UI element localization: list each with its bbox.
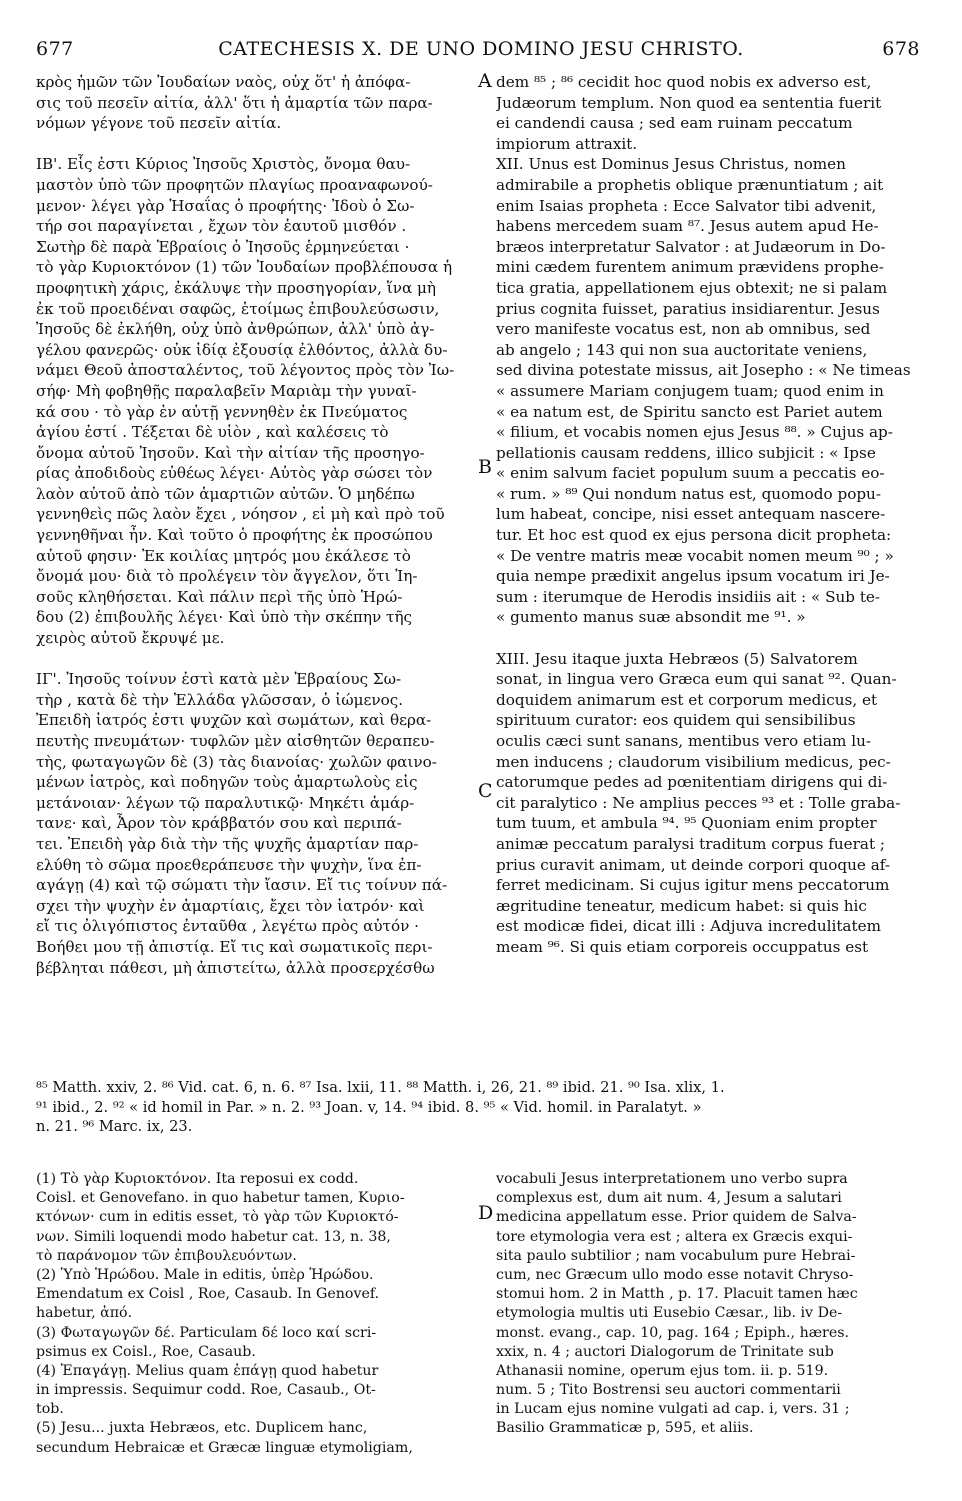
latin-text-line: cit paralytico : Ne amplius pecces ⁹³ et : Tolle graba- (496, 793, 901, 812)
footnote-line: (5) Jesu... juxta Hebræos, etc. Duplicem hanc, (36, 1420, 368, 1437)
latin-text-line: tum tuum, et ambula ⁹⁴. ⁹⁵ Quoniam enim propter (496, 814, 877, 833)
footnote-line: (4) Ἐπαγάγῃ. Melius quam ἐπάγῃ quod habetur (36, 1362, 379, 1379)
greek-text-line: τὴς, φωταγωγῶν δὲ (3) τὰς διανοίας· χωλῶν φαινο- (36, 752, 437, 771)
footnote-line: (2) Ὑπὸ Ἡρώδου. Male in editis, ὑπὲρ Ἡρώδου. (36, 1266, 374, 1283)
footnote-line: κτόνων· cum in editis esset, τὸ γὰρ τῶν Κυριοκτό- (36, 1209, 399, 1226)
latin-text-line: catorumque pedes ad pœnitentiam dirigens qui di- (496, 773, 888, 792)
latin-text-line: dem ⁸⁵ ; ⁸⁶ cecidit hoc quod nobis ex adverso est, (496, 73, 872, 91)
latin-text-line: bræos interpretatur Salvator : at Judæorum in Do- (496, 237, 886, 256)
footnote-line: num. 5 ; Tito Bostrensi seu auctori commentarii (496, 1382, 841, 1399)
footnote-line: medicina appellatum esse. Prior quidem de Salva- (496, 1209, 857, 1226)
greek-text-line: μένων ἰατρὸς, καὶ ποδηγῶν τοὺς ἁμαρτωλοὺς εἰς (36, 773, 418, 792)
margin-marker-c: C (478, 780, 493, 802)
footnote-line: vocabuli Jesus interpretationem uno verbo supra (496, 1171, 848, 1187)
reference-line: n. 21. ⁹⁶ Marc. ix, 23. (36, 1118, 193, 1135)
latin-text-line: « rum. » ⁸⁹ Qui nondum natus est, quomodo popu- (496, 484, 881, 503)
greek-text-line: βέβληται πάθεσι, μὴ ἀπιστείτω, ἀλλὰ προσερχέσθω (36, 958, 435, 977)
page-title: CATECHESIS X. DE UNO DOMINO JESU CHRISTO. (218, 38, 744, 60)
greek-text-line: αὐτοῦ φησιν· Ἐκ κοιλίας μητρός μου ἐκάλεσε τὸ (36, 546, 411, 565)
latin-text-line: lum habeat, concipe, nisi esset antequam nascere- (496, 505, 886, 524)
latin-text-line: « ea natum est, de Spiritu sancto est Pariet autem (496, 402, 883, 421)
latin-text-line: « gumento manus suæ absondit me ⁹¹. » (496, 608, 806, 627)
margin-marker-d: D (478, 1202, 494, 1224)
footnote-line: Coisl. et Genovefano. in quo habetur tamen, Κυριο- (36, 1190, 405, 1207)
greek-text-line: τὴρ , κατὰ δὲ τὴν Ἑλλάδα γλῶσσαν, ὁ ἰώμενος. (36, 690, 404, 709)
latin-text-line: tica gratia, appellationem ejus obtexit; ne si palam (496, 278, 888, 297)
latin-text-line: admirabile a prophetis oblique prænuntiatum ; ait (496, 175, 884, 194)
greek-text-line: τανε· καὶ, Ἆρον τὸν κράββατόν σου καὶ περιπά- (36, 814, 402, 833)
greek-text-line: γεννηθεὶς πῶς λαὸν ἔχει , νόησον , εἰ μὴ καὶ πρὸ τοῦ (36, 505, 445, 524)
greek-text-line: γεννηθῆναι ἦν. Καὶ τοῦτο ὁ προφήτης ἐκ προσώπου (36, 526, 433, 545)
greek-text-line: αγάγῃ (4) καὶ τῷ σώματι τὴν ἴασιν. Εἴ τις τοίνυν πά- (36, 876, 448, 895)
greek-text-line: τει. Ἐπειδὴ γὰρ διὰ τὴν τῆς ψυχῆς ἁμαρτίαν παρ- (36, 834, 419, 853)
latin-text-line: ei candendi causa ; sed eam ruinam peccatum (496, 114, 853, 133)
footnote-line: (3) Φωταγωγῶν δέ. Particulam δέ loco καί scri- (36, 1324, 377, 1341)
latin-text-line: « filium, et vocabis nomen ejus Jesus ⁸⁸. » Cujus ap- (496, 423, 893, 442)
latin-text-line: tur. Et hoc est quod ex ejus persona dicit propheta: (496, 526, 892, 545)
left-page-number: 677 (36, 38, 74, 60)
latin-text-line: XII. Unus est Dominus Jesus Christus, nomen (496, 155, 846, 174)
greek-text-line: κρὸς ἡμῶν τῶν Ἰουδαίων ναὸς, οὐχ ὅτ' ἡ ἀπόφα- (36, 73, 411, 91)
latin-text-column (496, 72, 928, 958)
footnote-line: Basilio Grammaticæ p, 595, et aliis. (496, 1420, 754, 1437)
latin-text-line: doquidem animarum est et corporum medicus, et (496, 690, 878, 709)
greek-text-line: τήρ σοι παραγίνεται , ἔχων τὸν ἑαυτοῦ μισθόν . (36, 217, 407, 236)
greek-text-line: Βοήθει μου τῇ ἀπιστίᾳ. Εἴ τις καὶ σωματικοῖς περι- (36, 937, 433, 956)
footnote-line: cum, nec Græcum ullo modo esse notavit Chryso- (496, 1266, 854, 1283)
latin-text-line: vero manifeste vocatus est, non ab omnibus, sed (496, 320, 871, 339)
footnote-line: Athanasii nomine, operum ejus tom. ii. p. 519. (496, 1362, 829, 1379)
latin-text-line: ferret medicinam. Si cujus igitur mens peccatorum (496, 876, 890, 895)
greek-text-line: κά σου · τὸ γὰρ ἐν αὐτῇ γεννηθὲν ἐκ Πνεύματος (36, 402, 408, 421)
footnote-line: etymologia multis uti Eusebio Cæsar., lib. iv De- (496, 1305, 843, 1322)
footnote-line: psimus ex Coisl., Roe, Casaub. (36, 1343, 256, 1360)
greek-text-line: χειρὸς αὐτοῦ ἔκρυψέ με. (36, 629, 225, 648)
greek-text-line: σχει τὴν ψυχὴν ἐν ἁμαρτίαις, ἔχει τὸν ἰατρόν· καὶ (36, 896, 425, 915)
greek-text-line: εἴ τις ὀλιγόπιστος ἐνταῦθα , λεγέτω πρὸς αὐτόν · (36, 917, 419, 936)
latin-text-line: est modicæ fidei, dicat illi : Adjuva incredulitatem (496, 917, 881, 936)
latin-text-line: mini cædem furentem animum prævidens prophe- (496, 258, 884, 277)
latin-text-line: prius cognita fuisset, paratius insidiarentur. Jesus (496, 299, 880, 318)
footnote-line: tore etymologia vera est ; altera ex Græcis exqui- (496, 1228, 853, 1245)
greek-text-line: μετάνοιαν· λέγων τῷ παραλυτικῷ· Μηκέτι ἁμάρ- (36, 793, 415, 812)
reference-line: ⁸⁵ Matth. xxiv, 2. ⁸⁶ Vid. cat. 6, n. 6. ⁸⁷ Isa. lxii, 11. ⁸⁸ Matth. i, 26, 21. ⁸⁹ ibid. 21. ⁹⁰ Isa. xlix, 1. (36, 1079, 725, 1096)
latin-text-line (496, 628, 928, 649)
footnote-line: secundum Hebraicæ et Græcæ linguæ etymoligiam, (36, 1439, 413, 1456)
greek-text-line: μενον· λέγει γὰρ Ἡσαΐας ὁ προφήτης· Ἰδοὺ ὁ Σω- (36, 196, 415, 215)
footnote-line: monst. evang., cap. 10, pag. 164 ; Epiph., hæres. (496, 1324, 850, 1341)
footnote-line: stomui hom. 2 in Matth , p. 17. Placuit tamen hæc (496, 1286, 858, 1303)
footnote-line: Emendatum ex Coisl , Roe, Casaub. In Genovef. (36, 1286, 380, 1303)
greek-text-line: μαστὸν ὑπὸ τῶν προφητῶν πλαγίως προαναφωνού- (36, 175, 433, 194)
footnote-line: τὸ παράνομον τῶν ἐπιβουλευόντων. (36, 1247, 297, 1264)
footnote-line: νων. Simili loquendi modo habetur cat. 13, n. 38, (36, 1228, 391, 1245)
latin-text-line: spirituum curator: eos quidem qui sensibilibus (496, 711, 856, 730)
margin-marker-b: B (478, 456, 492, 478)
greek-text-line: νόμων γέγονε τοῦ πεσεῖν αἰτία. (36, 114, 282, 133)
footnote-line: in impressis. Sequimur codd. Roe, Casaub., Ot- (36, 1382, 376, 1399)
greek-text-line: δου (2) ἐπιβουλῆς λέγει· Καὶ ὑπὸ τὴν σκέπην τῆς (36, 608, 413, 627)
greek-text-line: σοῦς κληθήσεται. Καὶ πάλιν περὶ τῆς ὑπὸ Ἡρώ- (36, 587, 403, 606)
footnotes-right (496, 1170, 928, 1439)
latin-text-line: men inducens ; claudorum visibilium medicus, pec- (496, 752, 891, 771)
greek-text-line: ὄνομα αὐτοῦ Ἰησοῦν. Καὶ τὴν αἰτίαν τῆς προσηγο- (36, 443, 425, 462)
latin-text-line: Judæorum templum. Non quod ea sententia fuerit (496, 93, 882, 112)
greek-text-line: Ἐπειδὴ ἰατρός ἐστι ψυχῶν καὶ σωμάτων, καὶ θερα- (36, 711, 432, 730)
latin-text-line: ægritudine teneatur, medicum habet: si quis hic (496, 896, 867, 915)
greek-text-line: τὸ γὰρ Κυριοκτόνον (1) τῶν Ἰουδαίων προβλέπουσα ἡ (36, 258, 453, 277)
greek-text-column (36, 72, 474, 978)
latin-text-line: sum : iterumque de Herodis insidiis ait : « Sub te- (496, 587, 881, 606)
greek-text-line: προφητικὴ χάρις, ἐκάλυψε τὴν προσηγορίαν, ἵνα μὴ (36, 278, 436, 297)
latin-text-line: prius curavit animam, ut deinde corpori quoque af- (496, 855, 890, 874)
footnotes-left (36, 1170, 474, 1458)
footnote-line: in Lucam ejus nomine vulgati ad cap. i, vers. 31 ; (496, 1401, 850, 1418)
greek-text-line: ὄνομά μου· διὰ τὸ προλέγειν τὸν ἄγγελον, ὅτι Ἰη- (36, 567, 418, 586)
right-page-number: 678 (882, 38, 920, 60)
footnote-line: complexus est, dum ait num. 4, Jesum a salutari (496, 1190, 842, 1207)
footnote-line: habetur, ἀπό. (36, 1305, 133, 1322)
greek-text-line: ΙΒ'. Εἷς ἐστι Κύριος Ἰησοῦς Χριστὸς, ὄνομα θαυ- (36, 155, 411, 174)
greek-text-line: Σωτὴρ δὲ παρὰ Ἑβραίοις ὁ Ἰησοῦς ἑρμηνεύεται · (36, 237, 410, 256)
greek-text-line (36, 649, 474, 670)
greek-text-line (36, 134, 474, 155)
scripture-references (36, 1078, 930, 1137)
latin-text-line: « assumere Mariam conjugem tuam; quod enim in (496, 381, 884, 400)
greek-text-line: σήφ· Μὴ φοβηθῇς παραλαβεῖν Μαριὰμ τὴν γυναῖ- (36, 381, 417, 400)
latin-text-line: quia nempe prædixit angelus ipsum vocatum iri Je- (496, 567, 890, 586)
footnote-line: sita paulo subtilior ; nam vocabulum pure Hebrai- (496, 1247, 856, 1264)
greek-text-line: πευτὴς πνευμάτων· τυφλῶν μὲν αἰσθητῶν θεραπευ- (36, 732, 435, 750)
latin-text-line: oculis cæci sunt sanans, mentibus vero etiam lu- (496, 732, 872, 750)
margin-marker-a: A (478, 70, 492, 92)
greek-text-line: λαὸν αὐτοῦ ἀπὸ τῶν ἁμαρτιῶν αὐτῶν. Ὁ μηδέπω (36, 484, 415, 503)
greek-text-line: σις τοῦ πεσεῖν αἰτία, ἀλλ' ὅτι ἡ ἁμαρτία τῶν παρα- (36, 93, 433, 112)
greek-text-line: ἐκ τοῦ προειδέναι σαφῶς, ἑτοίμως ἐπιβουλεύσωσιν, (36, 299, 440, 318)
footnote-line: (1) Τὸ γὰρ Κυριοκτόνον. Ita reposui ex codd. (36, 1171, 359, 1187)
latin-text-line: « De ventre matris meæ vocabit nomen meum ⁹⁰ ; » (496, 546, 894, 565)
greek-text-line: ρίας ἀποδιδοὺς εὐθέως λέγει· Αὐτὸς γὰρ σώσει τὸν (36, 464, 433, 483)
greek-text-line: ἁγίου ἐστί . Τέξεται δὲ υἱὸν , καὶ καλέσεις τὸ (36, 423, 389, 442)
latin-text-line: pellationis causam reddens, illico subjicit : « Ipse (496, 443, 876, 462)
latin-text-line: sonat, in lingua vero Græca eum qui sanat ⁹². Quan- (496, 670, 897, 689)
greek-text-line: γέλου φανερῶς· οὐκ ἰδίᾳ ἐξουσίᾳ ἐλθόντος, ἀλλὰ δυ- (36, 340, 448, 359)
greek-text-line: Ἰησοῦς δὲ ἐκλήθη, οὐχ ὑπὸ ἀνθρώπων, ἀλλ' ὑπὸ ἀγ- (36, 320, 435, 339)
greek-text-line: νάμει Θεοῦ ἀποσταλέντος, τοῦ λέγοντος πρὸς τὸν Ἰω- (36, 361, 455, 380)
greek-text-line: ελύθη τὸ σῶμα προεθεράπευσε τὴν ψυχὴν, ἵνα ἐπ- (36, 855, 422, 874)
latin-text-line: sed divina potestate missus, ait Josepho : « Ne timeas (496, 361, 911, 380)
latin-text-line: « enim salvum faciet populum suum a peccatis eo- (496, 464, 885, 483)
latin-text-line: animæ peccatum paralysi traditum corpus fuerat ; (496, 834, 885, 853)
latin-text-line: meam ⁹⁶. Si quis etiam corporeis occuppatus est (496, 937, 869, 956)
reference-line: ⁹¹ ibid., 2. ⁹² « id homil in Par. » n. 2. ⁹³ Joan. v, 14. ⁹⁴ ibid. 8. ⁹⁵ « Vid. homil. in Paralatyt. » (36, 1098, 702, 1116)
latin-text-line: habens mercedem suam ⁸⁷. Jesus autem apud He- (496, 217, 879, 236)
latin-text-line: XIII. Jesu itaque juxta Hebræos (5) Salvatorem (496, 649, 858, 668)
latin-text-line: impiorum attraxit. (496, 134, 638, 153)
footnote-line: xxix, n. 4 ; auctori Dialogorum de Trinitate sub (496, 1343, 834, 1360)
greek-text-line: ΙΓ'. Ἰησοῦς τοίνυν ἐστὶ κατὰ μὲν Ἑβραίους Σω- (36, 670, 402, 689)
latin-text-line: ab angelo ; 143 qui non sua auctoritate veniens, (496, 340, 868, 359)
latin-text-line: enim Isaias propheta : Ecce Salvator tibi advenit, (496, 196, 877, 215)
footnote-line: tob. (36, 1401, 64, 1418)
